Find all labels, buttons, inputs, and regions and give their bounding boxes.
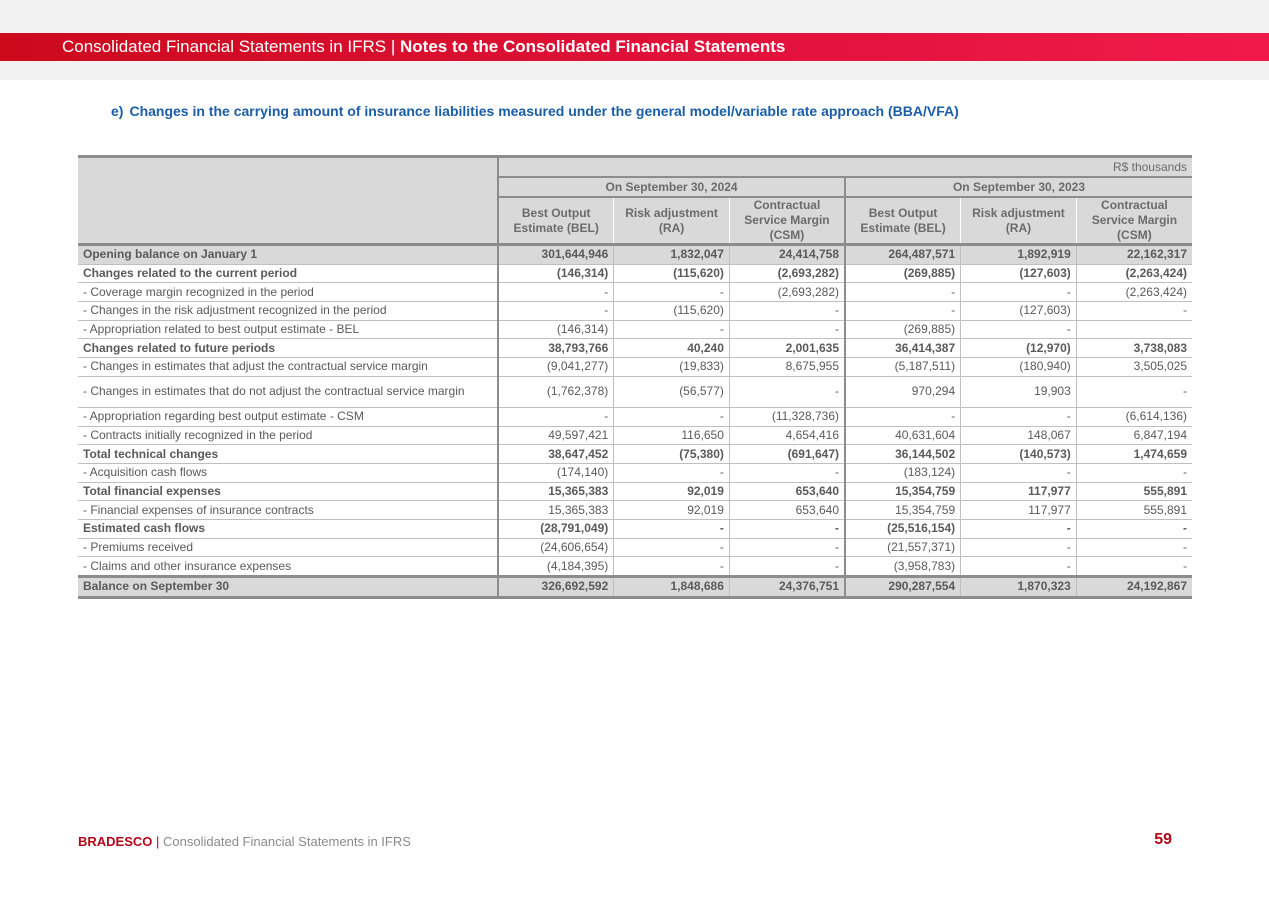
row-label: Total financial expenses (78, 482, 498, 501)
row-label: - Claims and other insurance expenses (78, 557, 498, 577)
cell: 36,414,387 (845, 339, 961, 358)
cell: (180,940) (961, 358, 1077, 377)
footer-text: Consolidated Financial Statements in IFRS (163, 834, 411, 849)
cell: - (729, 557, 845, 577)
cell: - (729, 538, 845, 557)
column-header: Best Output Estimate (BEL) (845, 197, 961, 245)
footer-brand: BRADESCO (78, 834, 153, 849)
cell: (269,885) (845, 320, 961, 339)
cell: 301,644,946 (498, 245, 614, 265)
cell: - (961, 557, 1077, 577)
table-corner (78, 157, 498, 245)
header-separator: | (390, 37, 396, 56)
cell: 2,001,635 (729, 339, 845, 358)
cell: (75,380) (614, 445, 730, 464)
cell: (269,885) (845, 264, 961, 283)
cell: 653,640 (729, 482, 845, 501)
cell: 38,793,766 (498, 339, 614, 358)
cell: 116,650 (614, 426, 730, 445)
cell: (127,603) (961, 264, 1077, 283)
cell: 24,414,758 (729, 245, 845, 265)
row-label: Total technical changes (78, 445, 498, 464)
cell: 36,144,502 (845, 445, 961, 464)
cell: (9,041,277) (498, 358, 614, 377)
cell: 1,474,659 (1076, 445, 1192, 464)
table-body (78, 245, 1192, 598)
cell: (19,833) (614, 358, 730, 377)
row-label: - Changes in the risk adjustment recognized in the period (78, 302, 498, 321)
table-row (78, 463, 1192, 482)
cell: - (614, 283, 730, 302)
table-row (78, 407, 1192, 426)
table-row (78, 577, 1192, 598)
section-tag: e) (111, 103, 124, 119)
table-row (78, 482, 1192, 501)
cell: 15,365,383 (498, 482, 614, 501)
cell: (691,647) (729, 445, 845, 464)
cell: 40,631,604 (845, 426, 961, 445)
cell: 38,647,452 (498, 445, 614, 464)
cell: - (729, 320, 845, 339)
footer-separator: | (156, 834, 160, 849)
cell: 19,903 (961, 376, 1077, 407)
cell: 4,654,416 (729, 426, 845, 445)
row-label: Estimated cash flows (78, 519, 498, 538)
table-row (78, 358, 1192, 377)
cell: (3,958,783) (845, 557, 961, 577)
cell: (5,187,511) (845, 358, 961, 377)
cell: 290,287,554 (845, 577, 961, 598)
table-row (78, 445, 1192, 464)
header-banner (0, 33, 1269, 61)
row-label: Balance on September 30 (78, 577, 498, 598)
insurance-liabilities-table (78, 155, 1192, 599)
table-row (78, 501, 1192, 520)
cell: 326,692,592 (498, 577, 614, 598)
column-header: Risk adjustment (RA) (614, 197, 730, 245)
cell: - (1076, 519, 1192, 538)
cell: 24,192,867 (1076, 577, 1192, 598)
table-row (78, 557, 1192, 577)
cell: 3,505,025 (1076, 358, 1192, 377)
column-header: Risk adjustment (RA) (961, 197, 1077, 245)
period-2024-header: On September 30, 2024 (498, 177, 845, 197)
cell: 24,376,751 (729, 577, 845, 598)
row-label: - Acquisition cash flows (78, 463, 498, 482)
row-label: Opening balance on January 1 (78, 245, 498, 265)
row-label: Changes related to the current period (78, 264, 498, 283)
column-header: Best Output Estimate (BEL) (498, 197, 614, 245)
cell: - (729, 302, 845, 321)
cell: - (1076, 302, 1192, 321)
cell: 22,162,317 (1076, 245, 1192, 265)
row-label: - Financial expenses of insurance contracts (78, 501, 498, 520)
cell: (12,970) (961, 339, 1077, 358)
row-label: - Changes in estimates that adjust the contractual service margin (78, 358, 498, 377)
cell: 117,977 (961, 501, 1077, 520)
row-label: - Coverage margin recognized in the period (78, 283, 498, 302)
cell: (127,603) (961, 302, 1077, 321)
table-row (78, 302, 1192, 321)
cell: 3,738,083 (1076, 339, 1192, 358)
row-label: - Premiums received (78, 538, 498, 557)
row-label: - Contracts initially recognized in the period (78, 426, 498, 445)
cell: (25,516,154) (845, 519, 961, 538)
cell: (115,620) (614, 264, 730, 283)
cell: - (1076, 463, 1192, 482)
row-label: - Changes in estimates that do not adjust the contractual service margin (78, 376, 498, 407)
cell: (24,606,654) (498, 538, 614, 557)
page-number: 59 (1154, 831, 1172, 848)
column-header: Contractual Service Margin (CSM) (729, 197, 845, 245)
table-row (78, 245, 1192, 265)
cell: (2,693,282) (729, 283, 845, 302)
cell: - (845, 302, 961, 321)
cell: - (614, 519, 730, 538)
cell: (2,693,282) (729, 264, 845, 283)
table-row (78, 426, 1192, 445)
table-row (78, 376, 1192, 407)
cell: 1,832,047 (614, 245, 730, 265)
cell: 15,354,759 (845, 501, 961, 520)
cell: - (498, 407, 614, 426)
table-row (78, 264, 1192, 283)
table-row (78, 320, 1192, 339)
cell: - (729, 463, 845, 482)
cell: (115,620) (614, 302, 730, 321)
cell (1076, 320, 1192, 339)
table-row (78, 283, 1192, 302)
cell: 653,640 (729, 501, 845, 520)
cell: (140,573) (961, 445, 1077, 464)
cell: 92,019 (614, 501, 730, 520)
cell: - (961, 538, 1077, 557)
cell: - (614, 463, 730, 482)
period-2023-header: On September 30, 2023 (845, 177, 1192, 197)
cell: - (498, 302, 614, 321)
cell: (11,328,736) (729, 407, 845, 426)
header-section: Notes to the Consolidated Financial Statements (400, 37, 786, 56)
cell: - (845, 283, 961, 302)
cell: 92,019 (614, 482, 730, 501)
row-label: - Appropriation regarding best output estimate - CSM (78, 407, 498, 426)
cell: (2,263,424) (1076, 264, 1192, 283)
cell: - (961, 407, 1077, 426)
cell: 117,977 (961, 482, 1077, 501)
table-row (78, 538, 1192, 557)
cell: 970,294 (845, 376, 961, 407)
column-header: Contractual Service Margin (CSM) (1076, 197, 1192, 245)
cell: 8,675,955 (729, 358, 845, 377)
cell: 1,892,919 (961, 245, 1077, 265)
cell: - (729, 519, 845, 538)
cell: - (1076, 538, 1192, 557)
table-row (78, 519, 1192, 538)
cell: 15,354,759 (845, 482, 961, 501)
footer (78, 834, 411, 849)
cell: - (1076, 557, 1192, 577)
cell: (1,762,378) (498, 376, 614, 407)
cell: 49,597,421 (498, 426, 614, 445)
cell: - (961, 320, 1077, 339)
cell: (56,577) (614, 376, 730, 407)
cell: - (614, 557, 730, 577)
section-title-text: Changes in the carrying amount of insurance liabilities measured under the general model/variable rate approach (BBA/VFA) (129, 103, 959, 119)
cell: - (1076, 376, 1192, 407)
cell: (28,791,049) (498, 519, 614, 538)
cell: 1,848,686 (614, 577, 730, 598)
cell: (2,263,424) (1076, 283, 1192, 302)
header-prefix: Consolidated Financial Statements in IFRS (62, 37, 387, 56)
cell: (6,614,136) (1076, 407, 1192, 426)
cell: 555,891 (1076, 501, 1192, 520)
row-label: - Appropriation related to best output estimate - BEL (78, 320, 498, 339)
cell: 6,847,194 (1076, 426, 1192, 445)
cell: (174,140) (498, 463, 614, 482)
section-title (111, 103, 959, 119)
table-row (78, 339, 1192, 358)
cell: (21,557,371) (845, 538, 961, 557)
cell: - (614, 538, 730, 557)
cell: 40,240 (614, 339, 730, 358)
cell: - (729, 376, 845, 407)
cell: - (845, 407, 961, 426)
cell: 555,891 (1076, 482, 1192, 501)
cell: (183,124) (845, 463, 961, 482)
cell: 264,487,571 (845, 245, 961, 265)
cell: - (961, 283, 1077, 302)
cell: - (614, 407, 730, 426)
cell: 1,870,323 (961, 577, 1077, 598)
units-label: R$ thousands (498, 157, 1192, 178)
cell: (4,184,395) (498, 557, 614, 577)
cell: 15,365,383 (498, 501, 614, 520)
cell: - (498, 283, 614, 302)
cell: (146,314) (498, 264, 614, 283)
cell: - (614, 320, 730, 339)
row-label: Changes related to future periods (78, 339, 498, 358)
cell: (146,314) (498, 320, 614, 339)
cell: 148,067 (961, 426, 1077, 445)
cell: - (961, 463, 1077, 482)
cell: - (961, 519, 1077, 538)
